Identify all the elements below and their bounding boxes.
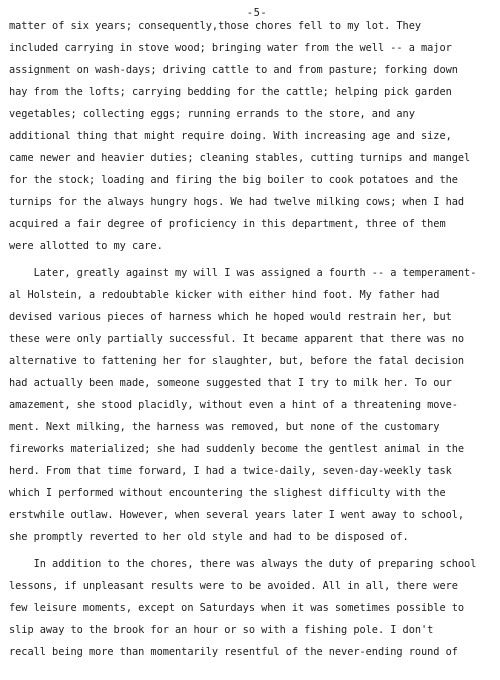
text-line: erstwhile outlaw. However, when several years later I went away to school, [9, 509, 465, 521]
text-line: lessons, if unpleasant results were to be avoided. All in all, there were [9, 580, 458, 592]
text-line: additional thing that might require doing. With increasing age and size, [9, 130, 452, 142]
text-line: these were only partially successful. It became apparent that there was no [9, 333, 465, 345]
text-line: few leisure moments, except on Saturdays when it was sometimes possible to [9, 602, 465, 614]
text-line: which I performed without encountering the slighest difficulty with the [9, 487, 446, 499]
text-line: Later, greatly against my will I was assigned a fourth -- a temperament- [9, 267, 477, 279]
text-line: included carrying in stove wood; bringing water from the well -- a major [9, 42, 452, 54]
text-line: alternative to fattening her for slaughter, but, before the fatal decision [9, 355, 465, 367]
text-line: ment. Next milking, the harness was removed, but none of the customary [9, 421, 440, 433]
text-line: were allotted to my care. [9, 240, 163, 252]
text-line: slip away to the brook for an hour or so with a fishing pole. I don't [9, 624, 434, 636]
text-line: amazement, she stood placidly, without even a hint of a threatening move- [9, 399, 458, 411]
text-line: In addition to the chores, there was always the duty of preparing school [9, 558, 477, 570]
text-line: al Holstein, a redoubtable kicker with either hind foot. My father had [9, 289, 440, 301]
text-line: hay from the lofts; carrying bedding for the cattle; helping pick garden [9, 86, 452, 98]
text-line: acquired a fair degree of proficiency in this department, three of them [9, 218, 446, 230]
text-line: turnips for the always hungry hogs. We had twelve milking cows; when I had [9, 196, 465, 208]
text-line: assignment on wash-days; driving cattle to and from pasture; forking down [9, 64, 458, 76]
text-line: came newer and heavier duties; cleaning stables, cutting turnips and mangel [9, 152, 471, 164]
page-number: -5- [246, 7, 268, 19]
text-line: she promptly reverted to her old style and had to be disposed of. [9, 531, 409, 543]
text-line: had actually been made, someone suggested that I try to milk her. To our [9, 377, 452, 389]
text-line: recall being more than momentarily resentful of the never-ending round of [9, 646, 458, 658]
text-line: herd. From that time forward, I had a twice-daily, seven-day-weekly task [9, 465, 452, 477]
text-line: devised various pieces of harness which he hoped would restrain her, but [9, 311, 452, 323]
text-line: matter of six years; consequently,those chores fell to my lot. They [9, 20, 422, 32]
text-line: vegetables; collecting eggs; running errands to the store, and any [9, 108, 415, 120]
text-line: for the stock; loading and firing the big boiler to cook potatoes and the [9, 174, 458, 186]
text-line: fireworks materialized; she had suddenly become the gentlest animal in the [9, 443, 465, 455]
